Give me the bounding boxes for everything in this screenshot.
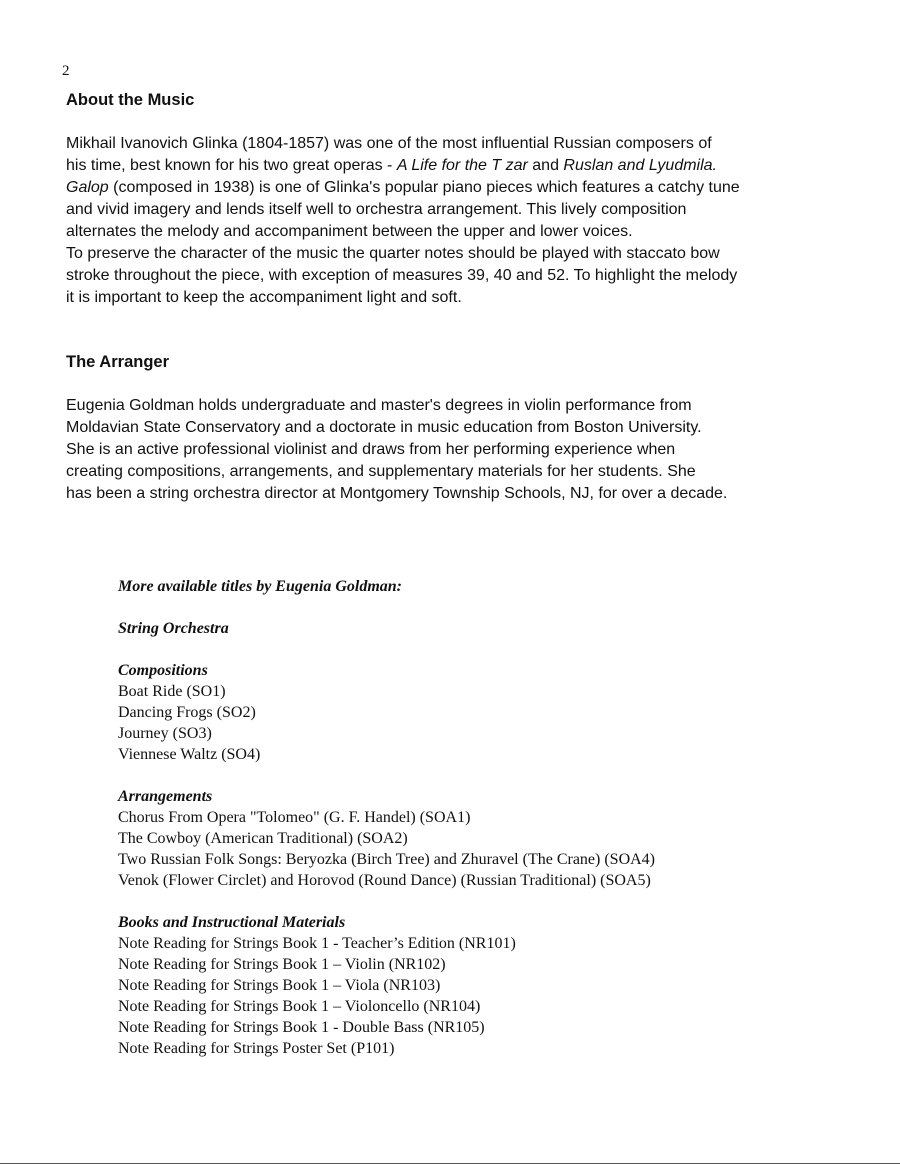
arranger-line: Moldavian State Conservatory and a doctorate in music education from Boston University. (66, 419, 702, 436)
list-item: Note Reading for Strings Book 1 – Viola (NR103) (118, 977, 441, 994)
list-item: Boat Ride (SO1) (118, 683, 226, 700)
about-line (66, 155, 856, 177)
list-item: Two Russian Folk Songs: Beryozka (Birch Tree) and Zhuravel (The Crane) (SOA4) (118, 851, 656, 868)
about-text: it is important to keep the accompaniment light and soft. (66, 289, 462, 306)
more-titles-section (118, 576, 818, 1059)
compositions-heading: Compositions (118, 662, 208, 679)
list-item: Note Reading for Strings Book 1 – Violin (NR102) (118, 956, 446, 973)
about-heading: About the Music (66, 91, 195, 109)
arranger-line: creating compositions, arrangements, and supplementary materials for her students. She (66, 463, 696, 480)
list-item: Viennese Waltz (SO4) (118, 746, 261, 763)
arranger-heading: The Arranger (66, 353, 169, 371)
about-line (66, 199, 856, 221)
books-list (118, 933, 818, 1059)
list-item: Note Reading for Strings Poster Set (P101) (118, 1040, 395, 1057)
more-titles-heading: More available titles by Eugenia Goldman: (118, 578, 402, 595)
books-heading: Books and Instructional Materials (118, 914, 346, 931)
list-item: Dancing Frogs (SO2) (118, 704, 256, 721)
list-item: Note Reading for Strings Book 1 - Double Bass (NR105) (118, 1019, 485, 1036)
about-text: To preserve the character of the music the quarter notes should be played with staccato bow (66, 245, 720, 262)
about-section (66, 90, 856, 309)
opera-title-life-for-tsar: A Life for the T zar (396, 157, 528, 174)
about-line (66, 177, 856, 199)
about-text: (composed in 1938) is one of Glinka's popular piano pieces which features a catchy tune (108, 179, 740, 196)
page-number: 2 (62, 63, 70, 79)
about-text: stroke throughout the piece, with exception of measures 39, 40 and 52. To highlight the melody (66, 267, 738, 284)
about-line (66, 133, 856, 155)
about-line (66, 243, 856, 265)
about-line (66, 265, 856, 287)
arrangements-list (118, 807, 818, 891)
arranger-line: Eugenia Goldman holds undergraduate and master's degrees in violin performance from (66, 397, 692, 414)
opera-title-ruslan: Ruslan and Lyudmila. (563, 157, 717, 174)
about-line (66, 221, 856, 243)
list-item: Note Reading for Strings Book 1 - Teacher’s Edition (NR101) (118, 935, 516, 952)
arranger-line: has been a string orchestra director at Montgomery Township Schools, NJ, for over a decade. (66, 485, 728, 502)
about-text: Mikhail Ivanovich Glinka (1804-1857) was one of the most influential Russian composers of (66, 135, 712, 152)
list-item: Journey (SO3) (118, 725, 212, 742)
piece-title-galop: Galop (66, 179, 109, 196)
list-item: Venok (Flower Circlet) and Horovod (Round Dance) (Russian Traditional) (SOA5) (118, 872, 651, 889)
arrangements-heading: Arrangements (118, 788, 213, 805)
list-item: The Cowboy (American Traditional) (SOA2) (118, 830, 408, 847)
about-text: and (527, 157, 564, 174)
about-text: his time, best known for his two great operas - (66, 157, 397, 174)
list-item: Note Reading for Strings Book 1 – Violoncello (NR104) (118, 998, 481, 1015)
arranger-line: She is an active professional violinist and draws from her performing experience when (66, 441, 676, 458)
about-line (66, 287, 856, 309)
arranger-paragraph (66, 395, 856, 505)
arranger-section (66, 352, 856, 505)
list-item: Chorus From Opera "Tolomeo" (G. F. Handel) (SOA1) (118, 809, 471, 826)
compositions-list (118, 681, 818, 765)
about-paragraph (66, 133, 856, 309)
category-heading: String Orchestra (118, 620, 229, 637)
about-text: and vivid imagery and lends itself well to orchestra arrangement. This lively composition (66, 201, 687, 218)
about-text: alternates the melody and accompaniment between the upper and lower voices. (66, 223, 633, 240)
